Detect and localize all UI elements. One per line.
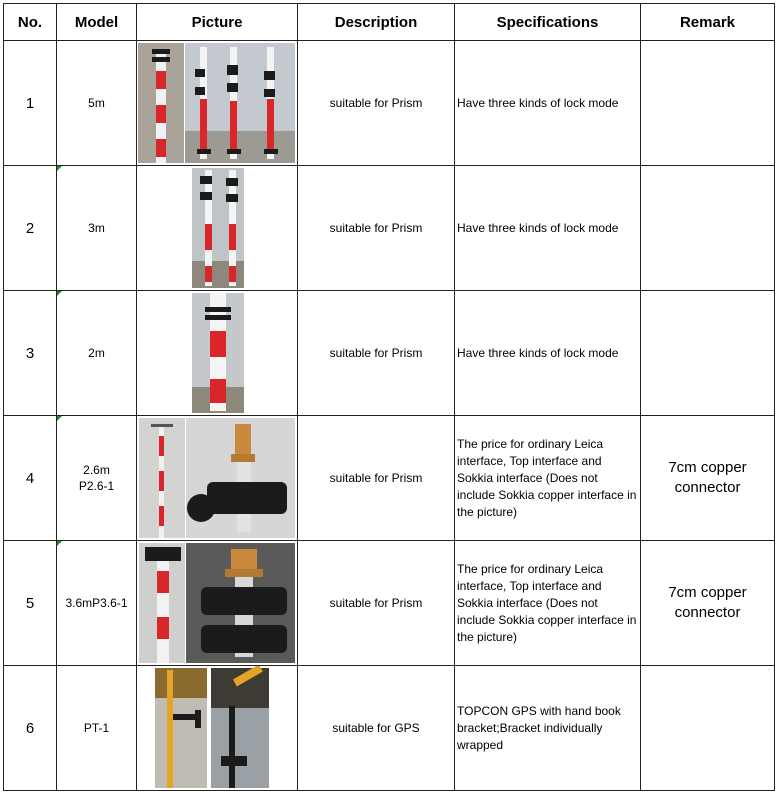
prism-pole-photo-icon [137, 166, 297, 290]
row-specifications: The price for ordinary Leica interface, Top interface and Sokkia interface (Does not include Sokkia copper interface in the picture) [455, 416, 641, 541]
cell-comment-marker [57, 166, 62, 171]
product-table [3, 3, 775, 791]
header-remark: Remark [641, 4, 775, 41]
row-description: suitable for GPS [298, 666, 455, 791]
header-picture: Picture [137, 4, 298, 41]
row-no: 5 [4, 541, 57, 666]
row-model: 3m [88, 221, 105, 235]
prism-pole-photo-icon [137, 291, 297, 415]
table-row [4, 291, 775, 416]
clamp-photo-icon [137, 416, 297, 540]
row-specifications: Have three kinds of lock mode [455, 166, 641, 291]
row-model: 2m [88, 346, 105, 360]
cell-comment-marker [57, 541, 62, 546]
table-row [4, 41, 775, 166]
row-picture [137, 666, 298, 791]
row-remark [641, 41, 775, 166]
row-description: suitable for Prism [298, 416, 455, 541]
cell-comment-marker [57, 416, 62, 421]
row-specifications: The price for ordinary Leica interface, Top interface and Sokkia interface (Does not include Sokkia copper interface in the picture) [455, 541, 641, 666]
row-remark [641, 166, 775, 291]
row-description: suitable for Prism [298, 41, 455, 166]
row-remark [641, 291, 775, 416]
row-specifications: Have three kinds of lock mode [455, 41, 641, 166]
row-model: 5m [57, 41, 137, 166]
table-row [4, 541, 775, 666]
table-row [4, 166, 775, 291]
row-picture [137, 541, 298, 666]
table-row [4, 416, 775, 541]
row-no: 3 [4, 291, 57, 416]
row-remark: 7cm copper connector [641, 416, 775, 541]
row-picture [137, 291, 298, 416]
row-description: suitable for Prism [298, 291, 455, 416]
header-no: No. [4, 4, 57, 41]
header-row [4, 4, 775, 41]
row-picture [137, 416, 298, 541]
prism-pole-photo-icon [137, 41, 297, 165]
row-description: suitable for Prism [298, 166, 455, 291]
row-no: 6 [4, 666, 57, 791]
copper-connector-photo-icon [137, 541, 297, 665]
row-description: suitable for Prism [298, 541, 455, 666]
row-model: PT-1 [57, 666, 137, 791]
row-remark: 7cm copper connector [641, 541, 775, 666]
header-description: Description [298, 4, 455, 41]
row-model: 3.6mP3.6-1 [65, 596, 128, 610]
row-no: 4 [4, 416, 57, 541]
gps-bracket-photo-icon [137, 666, 297, 790]
row-no: 2 [4, 166, 57, 291]
row-picture [137, 166, 298, 291]
row-picture [137, 41, 298, 166]
header-model: Model [57, 4, 137, 41]
row-model: 2.6m P2.6-1 [78, 463, 115, 493]
row-specifications: TOPCON GPS with hand book bracket;Bracket individually wrapped [455, 666, 641, 791]
cell-comment-marker [57, 291, 62, 296]
row-specifications: Have three kinds of lock mode [455, 291, 641, 416]
row-no: 1 [4, 41, 57, 166]
row-remark [641, 666, 775, 791]
table-row [4, 666, 775, 791]
header-specifications: Specifications [455, 4, 641, 41]
